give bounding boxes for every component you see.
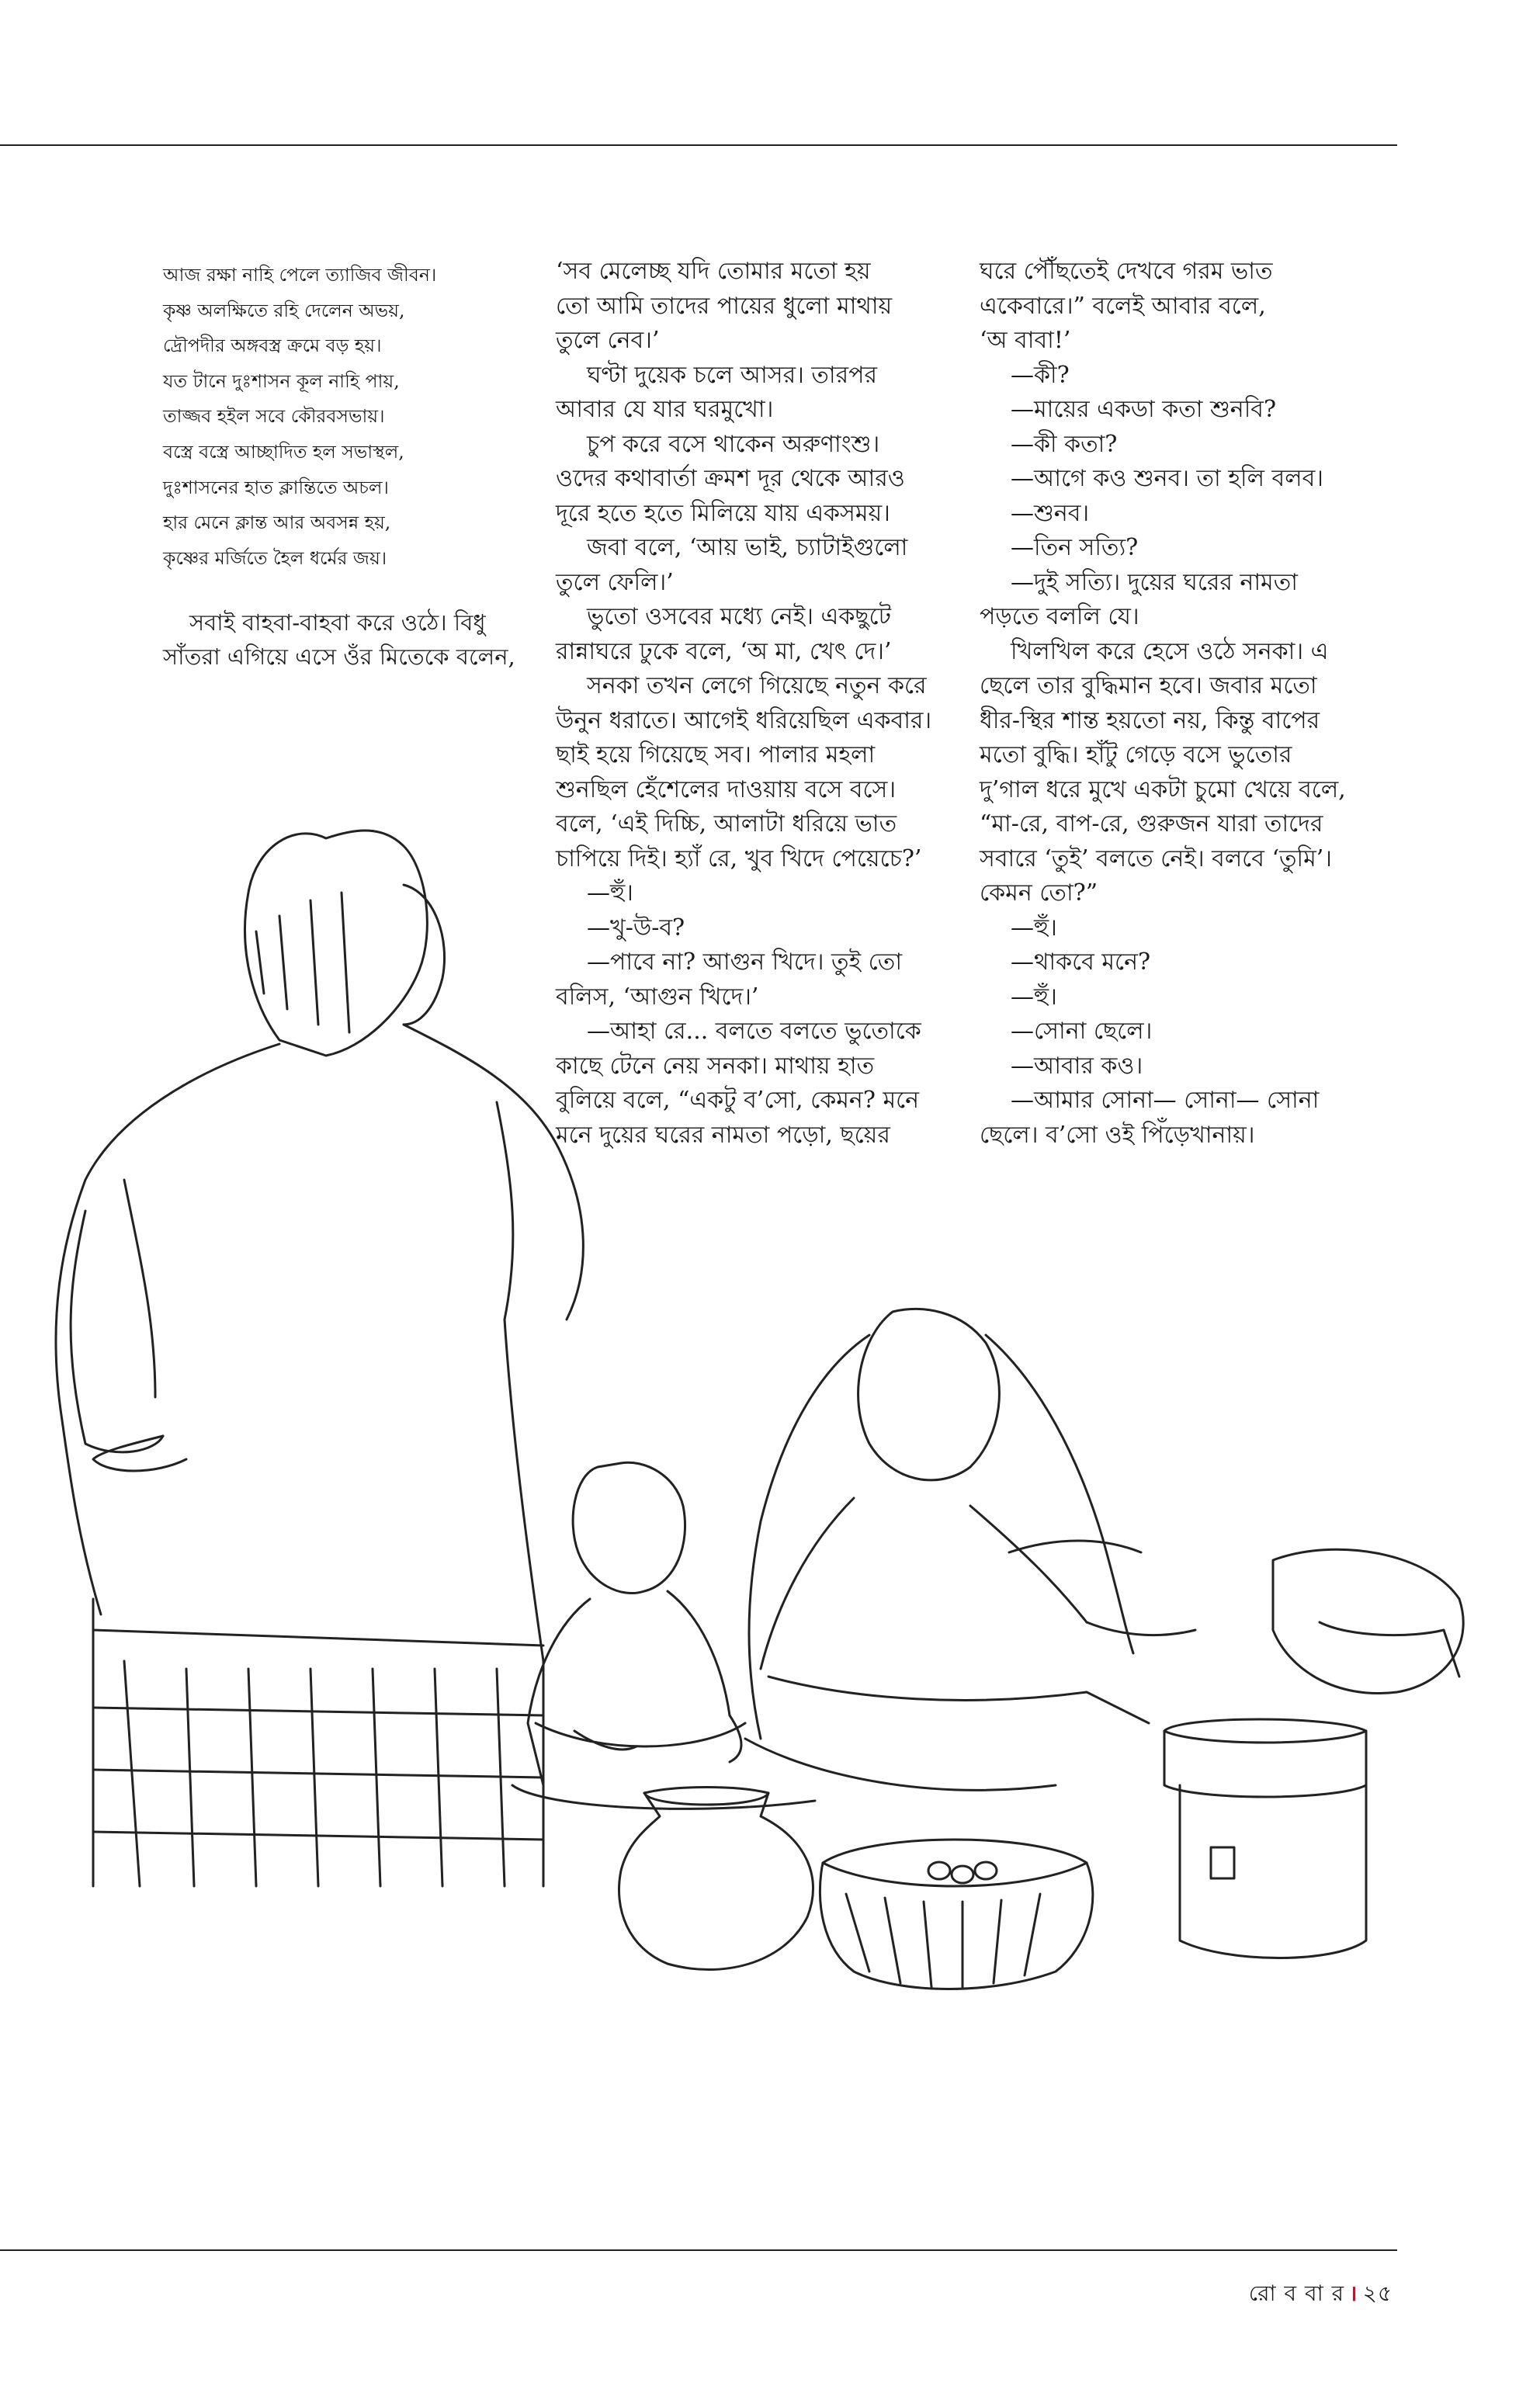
- text-line: শুনছিল হেঁশেলের দাওয়ায় বসে বসে।: [556, 775, 897, 803]
- text-line: —আগে কও শুনব। তা হলি বলব।: [1011, 465, 1323, 492]
- poem-line: যত টানে দুঃশাসন কূল নাহি পায়,: [163, 369, 400, 392]
- column-1: [163, 258, 515, 674]
- text-line: রান্নাঘরে ঢুকে বলে, ‘অ মা, খেৎ দে।’: [556, 637, 892, 665]
- poem-line: তাজ্জব হইল সবে কৌরবসভায়।: [163, 405, 385, 428]
- text-line: চাপিয়ে দিই। হ্যাঁ রে, খুব খিদে পেয়েচে?’: [556, 844, 922, 872]
- text-line: ওদের কথাবার্তা ক্রমশ দূর থেকে আরও: [556, 465, 905, 492]
- text-line: ভুতো ওসবের মধ্যে নেই। একছুটে: [587, 603, 891, 630]
- text-line: মনে দুয়ের ঘরের নামতা পড়ো, ছয়ের: [556, 1121, 890, 1149]
- text-line: ধীর-স্থির শান্ত হয়তো নয়, কিন্তু বাপের: [980, 706, 1320, 734]
- text-line: মতো বুদ্ধি। হাঁটু গেড়ে বসে ভুতোর: [980, 741, 1292, 768]
- text-line: —আবার কও।: [1011, 1052, 1143, 1080]
- wicker-basket: [820, 1840, 1092, 1989]
- text-line: —দুই সত্যি। দুয়ের ঘরের নামতা: [1011, 568, 1298, 596]
- text-line: তুলে নেব।’: [556, 327, 660, 354]
- text-line: সনকা তখন লেগে গিয়েছে নতুন করে: [587, 672, 927, 699]
- text-line: খিলখিল করে হেসে ওঠে সনকা। এ: [1011, 637, 1329, 665]
- poem-line: বস্ত্রে বস্ত্রে আচ্ছাদিত হল সভাস্থল,: [163, 440, 404, 463]
- poem-line: আজ রক্ষা নাহি পেলে ত্যাজিব জীবন।: [163, 264, 437, 286]
- text-line: ছেলে তার বুদ্ধিমান হবে। জবার মতো: [980, 672, 1317, 699]
- page-number: ২৫: [1362, 2280, 1393, 2306]
- text-line: সবাই বাহবা-বাহবা করে ওঠে। বিধু: [189, 609, 486, 636]
- text-line: সবারে ‘তুই’ বলতে নেই। বলবে ‘তুমি’।: [980, 844, 1333, 872]
- text-line: —কী কতা?: [1011, 430, 1118, 458]
- text-line: —মায়ের একডা কতা শুনবি?: [1011, 396, 1277, 423]
- text-line: দু’গাল ধরে মুখে একটা চুমো খেয়ে বলে,: [980, 775, 1346, 803]
- standing-man-figure: [56, 831, 583, 1886]
- text-line: —আহা রে... বলতে বলতে ভুতোকে: [587, 1018, 921, 1045]
- water-pot: [619, 1788, 813, 1970]
- text-line: চুপ করে বসে থাকেন অরুণাংশু।: [587, 430, 880, 458]
- text-line: একেবারে।” বলেই আবার বলে,: [980, 292, 1266, 320]
- text-line: —আমার সোনা— সোনা— সোনা: [1011, 1087, 1320, 1114]
- seated-woman-figure: [745, 1309, 1195, 1790]
- text-line: —হুঁ।: [1011, 983, 1057, 1011]
- text-line: বুলিয়ে বলে, “একটু ব’সো, কেমন? মনে: [556, 1087, 920, 1114]
- poem-line: কৃষ্ণের মর্জিতে হৈল ধর্মের জয়।: [163, 546, 387, 569]
- text-line: বলে, ‘এই দিচ্চি, আলাটা ধরিয়ে ভাত: [556, 810, 897, 838]
- cooking-pots: [1164, 1549, 1463, 1958]
- text-line: —পাবে না? আগুন খিদে। তুই তো: [587, 949, 903, 976]
- poem-line: হার মেনে ক্লান্ত আর অবসন্ন হয়,: [163, 512, 391, 534]
- text-line: ‘সব মেলেচ্ছ যদি তোমার মতো হয়: [556, 258, 871, 285]
- text-line: জবা বলে, ‘আয় ভাই, চ্যাটাইগুলো: [587, 534, 908, 561]
- poem-stanza: [163, 258, 512, 576]
- text-line: —কী?: [1011, 361, 1070, 389]
- text-line: দূরে হতে হতে মিলিয়ে যায় একসময়।: [556, 499, 890, 527]
- text-line: —হুঁ।: [587, 879, 633, 907]
- text-line: কাছে টেনে নেয় সনকা। মাথায় হাত: [556, 1052, 875, 1080]
- poem-line: দুঃশাসনের হাত ক্লান্তিতে অচল।: [163, 476, 389, 498]
- top-rule: [0, 144, 1397, 146]
- column-1-prose: [163, 605, 515, 674]
- magazine-name: রো ব বা র: [1248, 2280, 1344, 2306]
- text-line: —শুনব।: [1011, 499, 1090, 527]
- text-line: সাঁতরা এগিয়ে এসে ওঁর মিতেকে বলেন,: [163, 643, 515, 671]
- text-line: তো আমি তাদের পায়ের ধুলো মাথায়: [556, 292, 893, 320]
- text-line: —তিন সত্যি?: [1011, 534, 1139, 561]
- poem-line: কৃষ্ণ অলক্ষিতে রহি দেলেন অভয়,: [163, 299, 405, 321]
- page-footer: [1249, 2277, 1393, 2313]
- text-line: বলিস, ‘আগুন খিদে।’: [556, 983, 759, 1011]
- text-line: ঘণ্টা দুয়েক চলে আসর। তারপর: [587, 361, 877, 389]
- text-line: কেমন তো?”: [980, 879, 1098, 907]
- text-line: ‘অ বাবা!’: [980, 327, 1071, 354]
- footer-separator: ।: [1349, 2280, 1358, 2306]
- bottom-rule: [0, 2249, 1397, 2251]
- text-line: —হুঁ।: [1011, 914, 1057, 942]
- text-line: উনুন ধরাতে। আগেই ধরিয়েছিল একবার।: [556, 706, 932, 734]
- text-line: ছেলে। ব’সো ওই পিঁড়েখানায়।: [980, 1121, 1255, 1149]
- text-line: ঘরে পৌঁছতেই দেখবে গরম ভাত: [980, 258, 1273, 285]
- text-line: “মা-রে, বাপ-রে, গুরুজন যারা তাদের: [980, 810, 1323, 838]
- text-line: ছাই হয়ে গিয়েছে সব। পালার মহলা: [556, 741, 876, 768]
- poem-line: দ্রৌপদীর অঙ্গবস্ত্র ক্রমে বড় হয়।: [163, 335, 382, 357]
- text-line: তুলে ফেলি।’: [556, 568, 674, 596]
- text-line: পড়তে বললি যে।: [980, 603, 1139, 630]
- text-line: —খু-উ-ব?: [587, 914, 685, 942]
- text-line: —সোনা ছেলে।: [1011, 1018, 1153, 1045]
- text-line: —থাকবে মনে?: [1011, 949, 1151, 976]
- text-line: আবার যে যার ঘরমুখো।: [556, 396, 774, 423]
- kitchen-scene-illustration: [0, 776, 1540, 2235]
